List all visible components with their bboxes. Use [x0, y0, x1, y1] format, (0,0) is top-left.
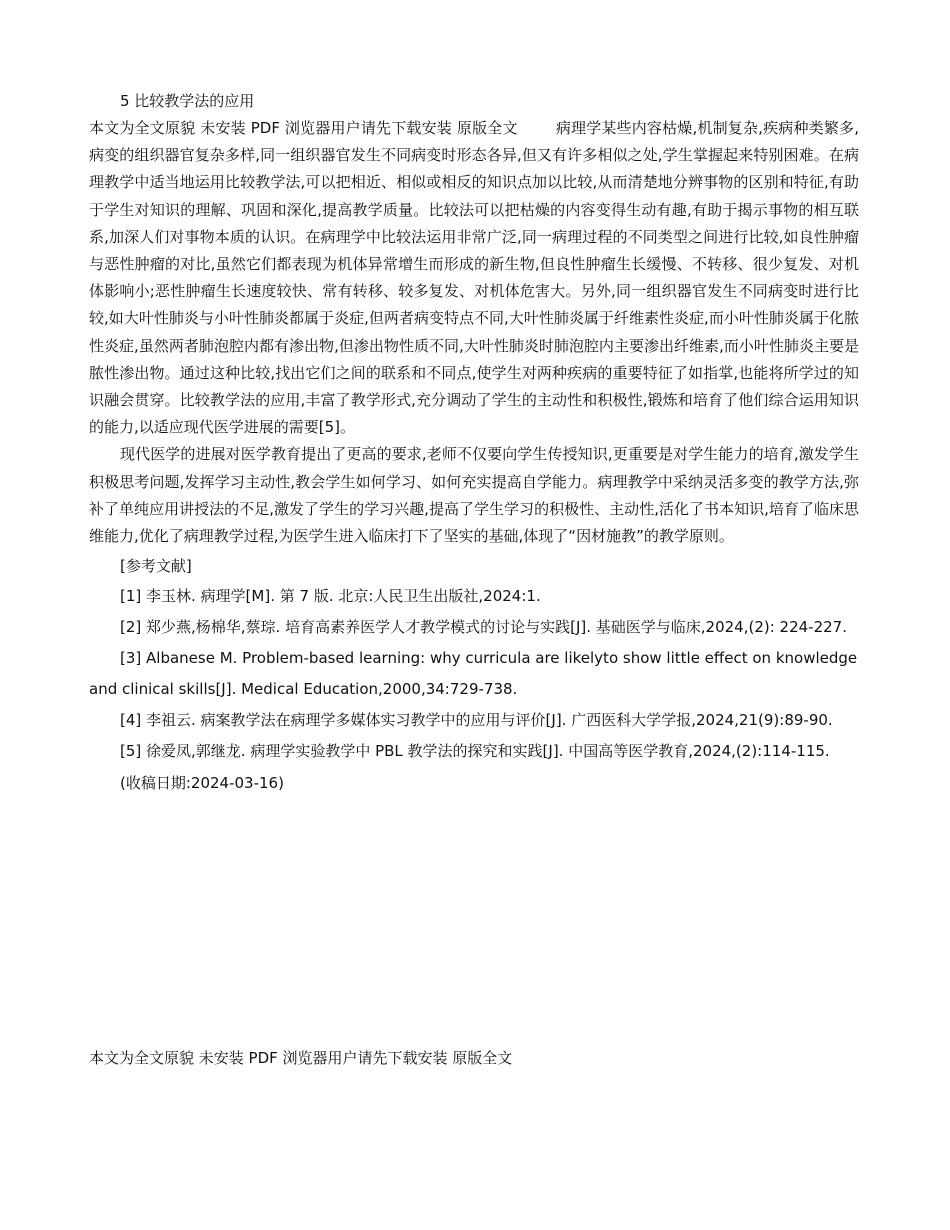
article-body: [89, 88, 859, 799]
reference-item-1: [1] 李玉林. 病理学[M]. 第 7 版. 北京:人民卫生出版社,2024:1.: [120, 587, 541, 606]
paragraph-comparison-method: [89, 115, 859, 441]
reference-item-2: [2] 郑少燕,杨棉华,蔡琮. 培育高素养医学人才教学模式的讨论与实践[J]. 基础医学与临床,2024,(2): 224-227.: [120, 618, 847, 637]
received-date: (收稿日期:2024-03-16): [120, 774, 284, 793]
paragraph-conclusion: 现代医学的进展对医学教育提出了更高的要求,老师不仅要向学生传授知识,更重要是对学生能力的培育,激发学生积极思考问题,发挥学习主动性,教会学生如何学习、如何充实提高自学能力。病理教学中采纳灵活多变的教学方法,弥补了单纯应用讲授法的不足,激发了学生的学习兴趣,提高了学生学习的积极性、主动性,活化了书本知识,培育了临床思维能力,优化了病理教学过程,为医学生进入临床打下了坚实的基础,体现了“因材施教”的教学原则。: [89, 445, 859, 546]
reference-item-5: [5] 徐爱凤,郭继龙. 病理学实验教学中 PBL 教学法的探究和实践[J]. 中国高等医学教育,2024,(2):114-115.: [120, 742, 830, 761]
references-heading: [参考文献]: [120, 557, 192, 576]
paragraph-text: 病理学某些内容枯燥,机制复杂,疾病种类繁多,病变的组织器官复杂多样,同一组织器官发生不同病变时形态各异,但又有许多相似之处,学生掌握起来特别困难。在病理教学中适当地运用比较教学法,可以把相近、相似或相反的知识点加以比较,从而清楚地分辨事物的区别和特征,有助于学生对知识的理解、巩固和深化,提高教学质量。比较法可以把枯燥的内容变得生动有趣,有助于揭示事物的相互联系,加深人们对事物本质的认识。在病理学中比较法运用非常广泛,同一病理过程的不同类型之间进行比较,如良性肿瘤与恶性肿瘤的对比,虽然它们都表现为机体异常增生而形成的新生物,但良性肿瘤生长缓慢、不转移、很少复发、对机体影响小;恶性肿瘤生长速度较快、常有转移、较多复发、对机体危害大。另外,同一组织器官发生不同病变时进行比较,如大叶性肺炎与小叶性肺炎都属于炎症,但两者病变特点不同,大叶性肺炎属于纤维素性炎症,而小叶性肺炎属于化脓性炎症,虽然两者肺泡腔内都有渗出物,但渗出物性质不同,大叶性肺炎时肺泡腔内主要渗出纤维素,而小叶性肺炎主要是脓性渗出物。通过这种比较,找出它们之间的联系和不同点,使学生对两种疾病的重要特征了如指掌,也能将所学过的知识融会贯穿。比较教学法的应用,丰富了教学形式,充分调动了学生的主动性和积极性,锻炼和培育了他们综合运用知识的能力,以适应现代医学进展的需要[5]。: [89, 119, 859, 437]
reference-item-4: [4] 李祖云. 病案教学法在病理学多媒体实习教学中的应用与评价[J]. 广西医科大学学报,2024,21(9):89-90.: [120, 711, 833, 730]
download-notice-link[interactable]: 本文为全文原貌 未安装 PDF 浏览器用户请先下载安装 原版全文: [89, 119, 518, 137]
footer-download-notice[interactable]: 本文为全文原貌 未安装 PDF 浏览器用户请先下载安装 原版全文: [89, 1049, 513, 1067]
section-heading: 5 比较教学法的应用: [120, 92, 255, 110]
reference-item-3: [3] Albanese M. Problem-based learning: why curricula are likelyto show little effect on knowledge and clinical skills[J]. Medical Education,2000,34:729-738.: [89, 649, 858, 699]
